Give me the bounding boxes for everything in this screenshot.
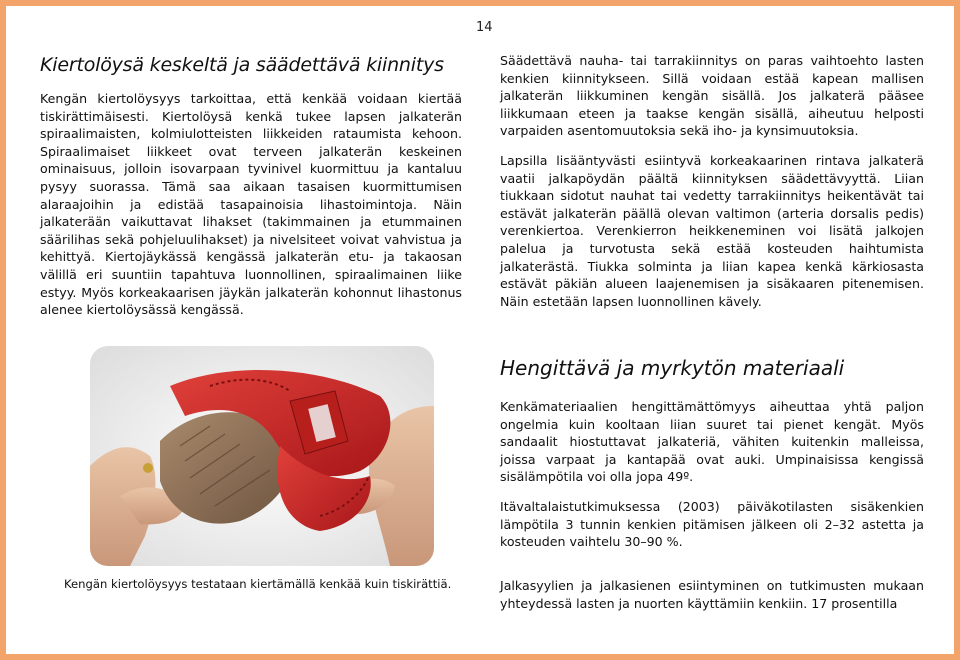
footer-paragraph [500, 577, 924, 624]
section-heading-twist: Kiertolöysä keskeltä ja säädettävä kiinnitys [40, 54, 444, 76]
shoe-twist-photo [90, 346, 434, 566]
photo-caption: Kengän kiertolöysyys testataan kiertämällä kenkää kuin tiskirättiä. [64, 577, 452, 591]
body-paragraph: Itävaltalaistutkimuksessa (2003) päiväkotilasten sisäkenkien lämpötila 3 tunnin kenkien pitämisen jälkeen oli 2–32 astetta ja kosteuden vaihtelu 30–90 %. [500, 498, 924, 550]
section-heading-material: Hengittävä ja myrkytön materiaali [500, 356, 845, 380]
body-paragraph: Kenkämateriaalien hengittämättömyys aiheuttaa yhtä paljon ongelmia kuin kooltaan liian suuret tai pienet kengät. Myös sandaalit hiostuttavat jalkateriä, vähiten kuitenkin malleissa, joissa varpaat ja kantapää ovat auki. Umpinaisissa kengissä sisälämpötila voi olla jopa 49º. [500, 399, 924, 485]
body-paragraph: Jalkasyylien ja jalkasienen esiintyminen on tutkimusten mukaan yhteydessä lasten ja nuorten käyttämiin kenkiin. 17 prosentilla [500, 578, 924, 611]
body-paragraph: Lapsilla lisääntyvästi esiintyvä korkeakaarinen rintava jalkaterä vaatii jalkapöydän päältä kiinnityksen säädettävyyttä. Liian tiukkaan sidotut nauhat tai vedetty tarrakiinnitys heikentävät tai estävät jalkaterän päällä olevan valtimon (arteria dorsalis pedis) verenkiertoa. Verenkierron heikkeneminen voi lisätä jalkojen palelua ja turvotusta sekä estää kosteuden haihtumista jalkaterästä. Tiukka solminta ja liian kapea kenkä kärkiosasta estävät päkiän alueen laajenemisen ja sisäkaaren pitenemisen. Näin estetään lapsen luonnollinen kävely. [500, 152, 924, 309]
right-column [500, 52, 924, 322]
page-number: 14 [476, 20, 493, 35]
left-column [40, 52, 462, 331]
body-paragraph: Kengän kiertolöysyys tarkoittaa, että kenkää voidaan kiertää tiskirättimäisesti. Kiertolöysä kenkä tukee lapsen jalkaterän spiraalimaisten, kolmiulotteisten liikkeiden rataumista kehoon. Spiraalimaiset liikkeet ovat terveen jalkaterän keskeinen ominaisuus, jolloin isovarpaan tyvinivel kuormittuu ja kantaluu pysyy suorassa. Tämä saa aikaan tasaisen kuormittumisen alaraajoihin ja edistää tasapainoisia lihastoimintoja. Näin jalkaterään vaikuttavat lihakset (takimmainen ja etummainen säärilihas sekä pohjeluulihakset) ja nivelsiteet voivat vahvistua ja kehittyä. Kiertojäykässä kengässä jalkaterän etu- ja takaosan välillä eri suuntiin tapahtuva luonnollinen, spiraalimainen liike estyy. Myös korkeakaarisen jäykän jalkaterän kohonnut lihastonus alenee kiertolöysässä kengässä. [40, 91, 462, 318]
body-paragraph: Säädettävä nauha- tai tarrakiinnitys on paras vaihtoehto lasten kenkien kiinnitykseen. Sillä voidaan estää kapean mallisen jalkaterän liikkuminen kengän sisällä. Jos jalkaterä pääsee liikkumaan eteen ja taakse kengän sisällä, aiheutuu helposti varpaiden asentomuutoksia sekä iho- ja kynsimuutoksia. [500, 53, 924, 139]
material-section [500, 356, 924, 563]
